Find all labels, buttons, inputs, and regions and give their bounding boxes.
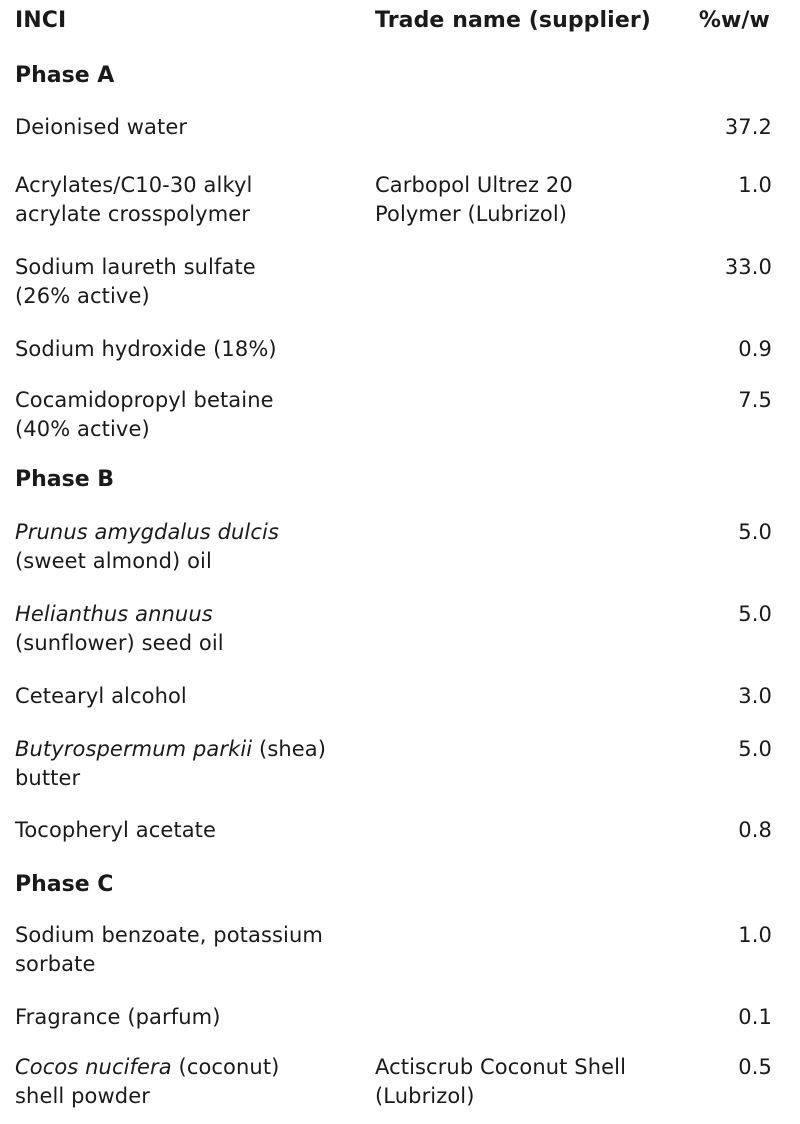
inci-butyrospermum-scientific: Butyrospermum parkii	[15, 737, 253, 761]
inci-deionised-water: Deionised water	[15, 115, 188, 139]
phase-a-label: Phase A	[15, 63, 115, 88]
inci-helianthus-scientific: Helianthus annuus	[15, 602, 213, 626]
pct-cocos: 0.5	[738, 1055, 772, 1079]
phase-b-label: Phase B	[15, 467, 115, 492]
pct-acrylates: 1.0	[738, 173, 772, 197]
inci-prunus-line2: (sweet almond) oil	[15, 549, 212, 573]
inci-butyrospermum-line1	[15, 735, 326, 764]
pct-fragrance: 0.1	[738, 1005, 772, 1029]
pct-sodium-benzoate: 1.0	[738, 923, 772, 947]
pct-deionised-water: 37.2	[724, 115, 772, 139]
inci-acrylates-line1: Acrylates/C10-30 alkyl	[15, 173, 253, 197]
inci-cocos-line2: shell powder	[15, 1084, 150, 1108]
inci-helianthus-line1	[15, 600, 213, 629]
inci-cocos-line1	[15, 1053, 279, 1082]
inci-prunus-scientific: Prunus amygdalus dulcis	[15, 520, 279, 544]
header-trade-name: Trade name (supplier)	[375, 8, 651, 33]
inci-cocamidopropyl-line1: Cocamidopropyl betaine	[15, 388, 274, 412]
pct-butyrospermum: 5.0	[738, 737, 772, 761]
trade-carbopol-line1: Carbopol Ultrez 20	[375, 173, 573, 197]
inci-tocopheryl-acetate: Tocopheryl acetate	[15, 818, 217, 842]
pct-cetearyl-alcohol: 3.0	[738, 684, 772, 708]
pct-helianthus: 5.0	[738, 602, 772, 626]
pct-sodium-laureth: 33.0	[724, 255, 772, 279]
inci-cocamidopropyl-line2: (40% active)	[15, 417, 150, 441]
inci-cocos-rest: (coconut)	[171, 1055, 280, 1079]
trade-actiscrub-line1: Actiscrub Coconut Shell	[375, 1055, 627, 1079]
inci-acrylates-line2: acrylate crosspolymer	[15, 202, 251, 226]
inci-butyrospermum-line2: butter	[15, 766, 81, 790]
inci-sodium-laureth-line2: (26% active)	[15, 284, 150, 308]
pct-sodium-hydroxide: 0.9	[738, 337, 772, 361]
header-inci: INCI	[15, 8, 67, 33]
inci-sodium-benzoate-line1: Sodium benzoate, potassium	[15, 923, 323, 947]
inci-cetearyl-alcohol: Cetearyl alcohol	[15, 684, 187, 708]
inci-prunus-line1	[15, 518, 279, 547]
header-percent-ww: %w/w	[698, 8, 770, 33]
pct-tocopheryl-acetate: 0.8	[738, 818, 772, 842]
inci-sodium-laureth-line1: Sodium laureth sulfate	[15, 255, 256, 279]
trade-carbopol-line2: Polymer (Lubrizol)	[375, 202, 568, 226]
inci-butyrospermum-rest: (shea)	[252, 737, 327, 761]
trade-actiscrub-line2: (Lubrizol)	[375, 1084, 475, 1108]
pct-cocamidopropyl: 7.5	[738, 388, 772, 412]
phase-c-label: Phase C	[15, 872, 114, 897]
inci-fragrance: Fragrance (parfum)	[15, 1005, 221, 1029]
inci-sodium-benzoate-line2: sorbate	[15, 952, 96, 976]
inci-cocos-scientific: Cocos nucifera	[15, 1055, 172, 1079]
pct-prunus: 5.0	[738, 520, 772, 544]
inci-helianthus-line2: (sunflower) seed oil	[15, 631, 224, 655]
inci-sodium-hydroxide: Sodium hydroxide (18%)	[15, 337, 277, 361]
